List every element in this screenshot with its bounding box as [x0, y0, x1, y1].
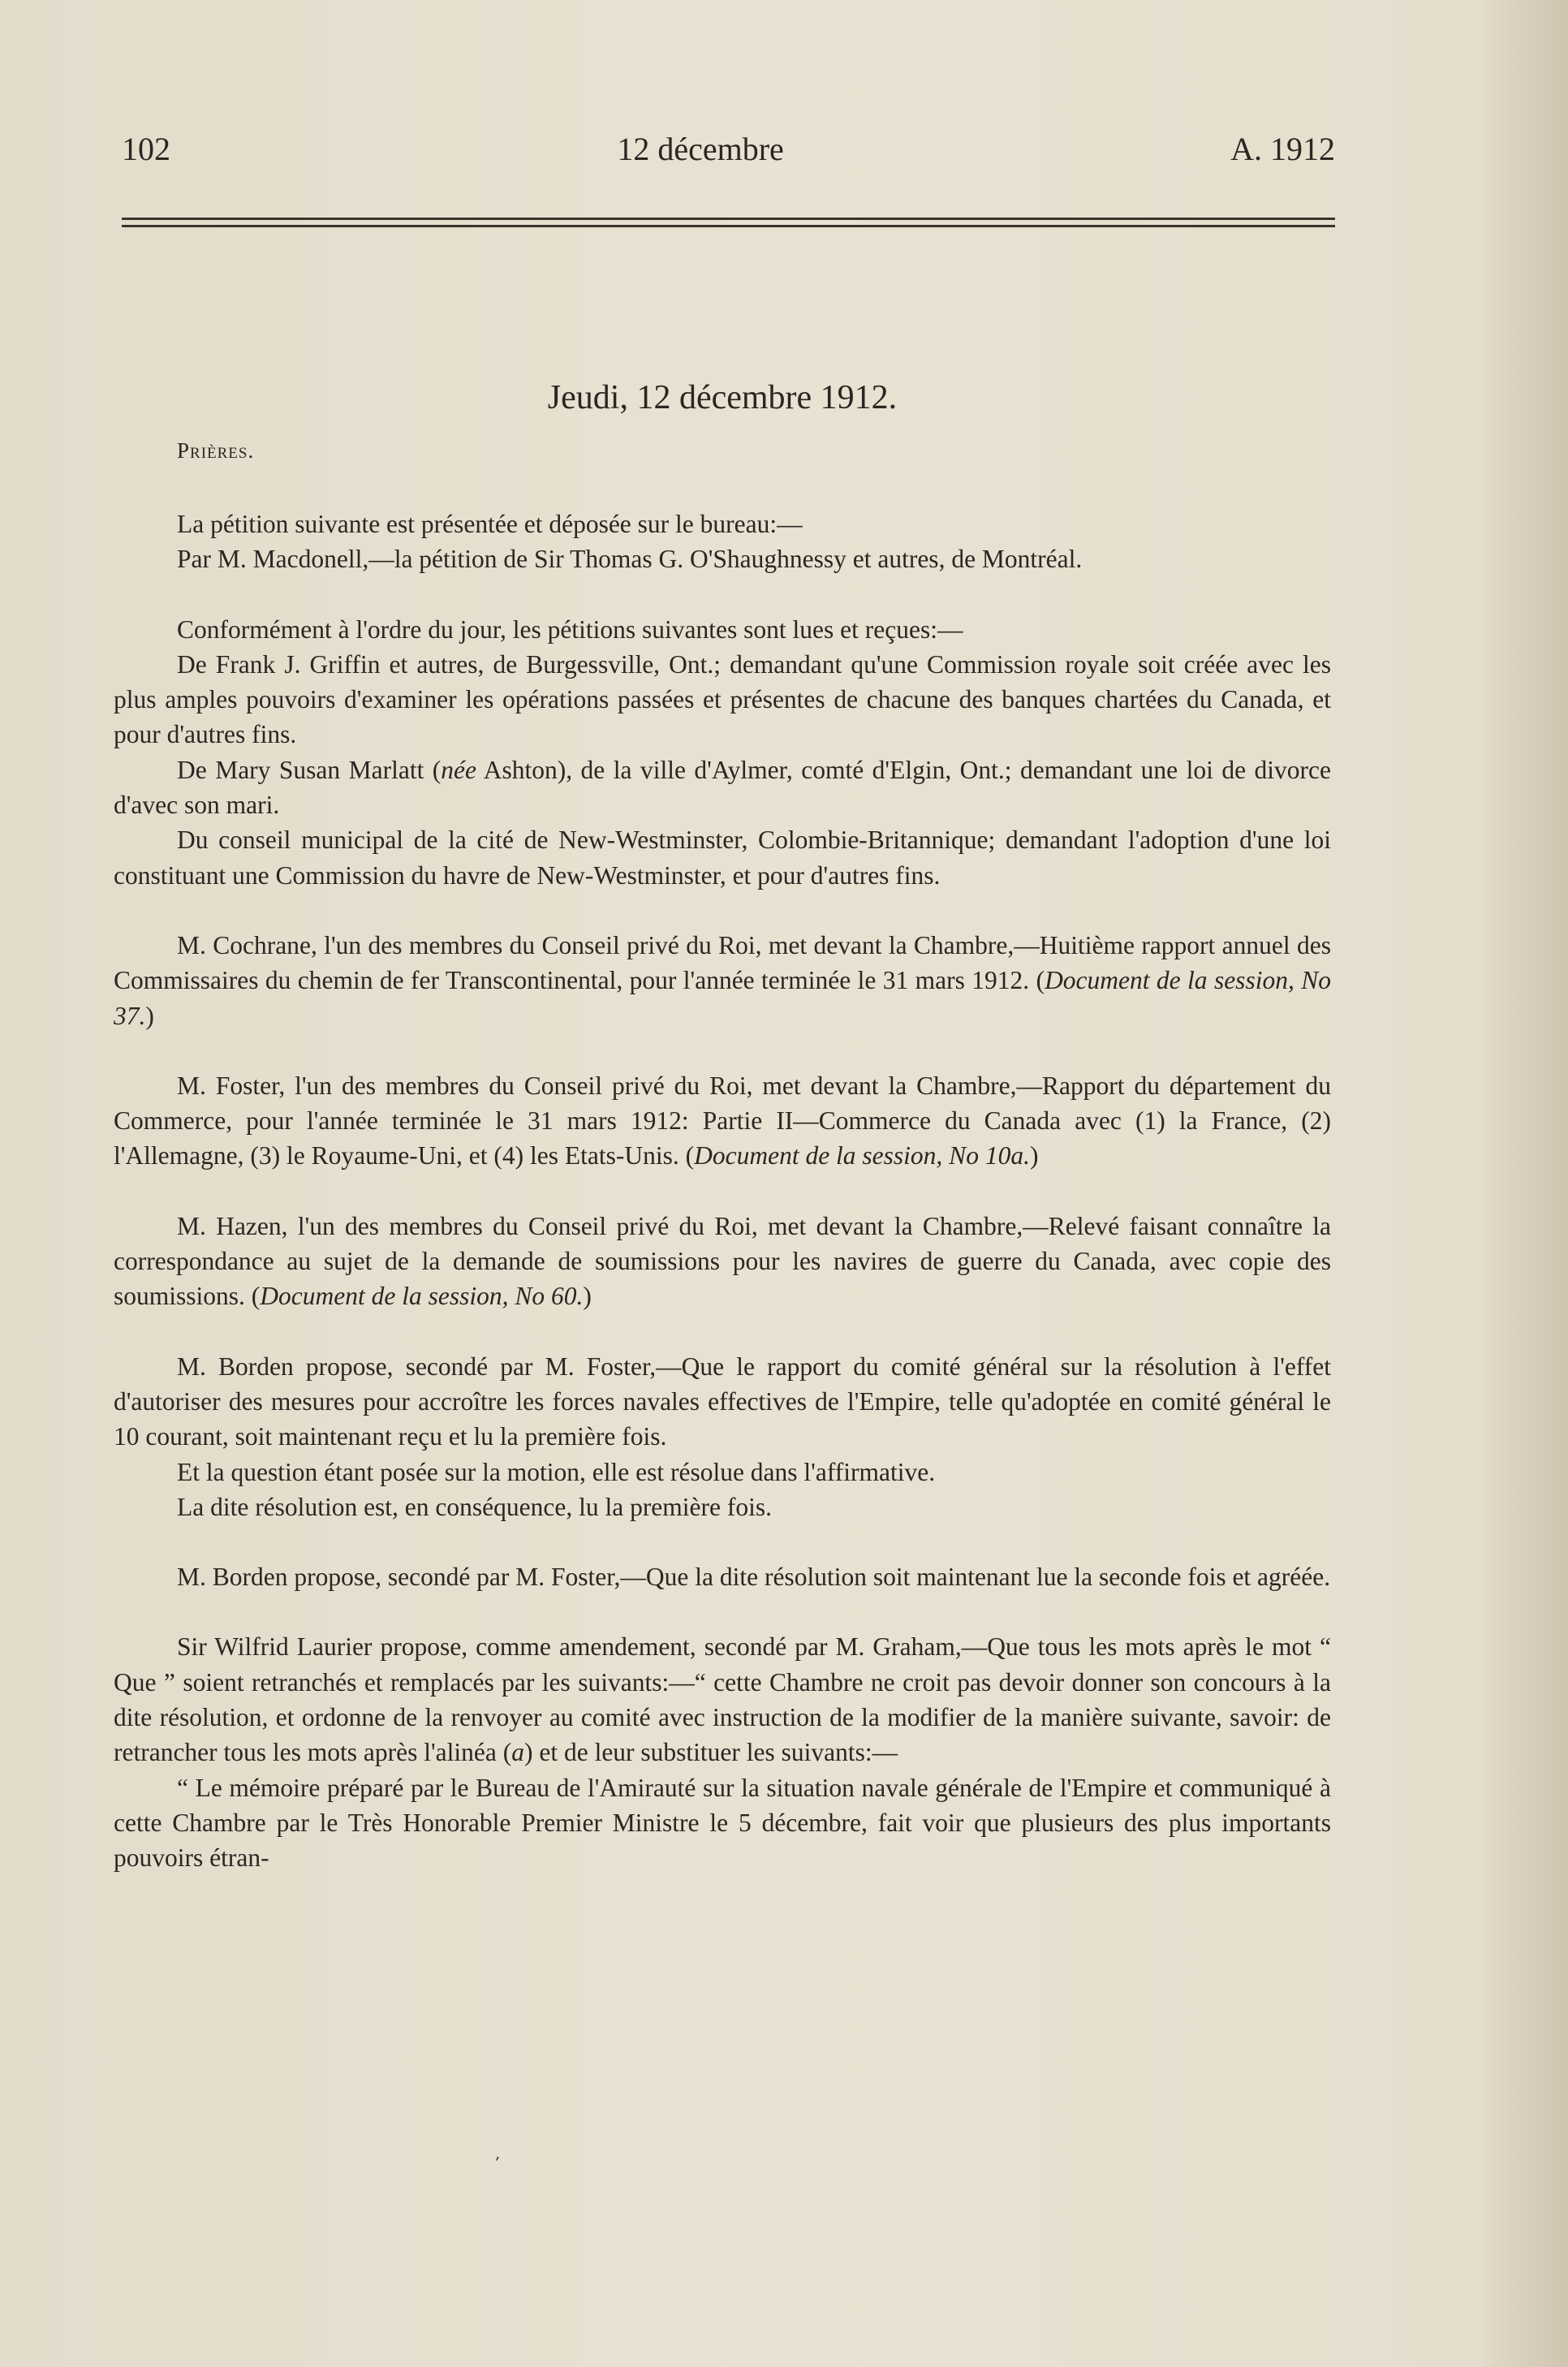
paragraph-cochrane: M. Cochrane, l'un des membres du Conseil privé du Roi, met devant la Chambre,—Huitième rapport annuel des Commissaires du chemin de fer Transcontinental, pour l'année terminée le 31 mars 1912. (Document de la session, No 37.)	[114, 930, 1331, 1030]
paragraph-question-resolved: Et la question étant posée sur la motion, elle est résolue dans l'affirmative.	[177, 1457, 936, 1486]
paragraph-borden-motion: M. Borden propose, secondé par M. Foster,—Que le rapport du comité général sur la résolution à l'effet d'autoriser des mesures pour accroître les forces navales effectives de l'Empire, telle qu'adoptée en comité général le 10 courant, soit maintenant reçu et lu la première fois.	[114, 1352, 1331, 1451]
page-number: 102	[122, 131, 170, 167]
stray-mark: ,	[495, 2143, 501, 2162]
running-header	[122, 130, 1335, 168]
paragraph-griffin: De Frank J. Griffin et autres, de Burgessville, Ont.; demandant qu'une Commission royale soit créée avec les plus amples pouvoirs d'examiner les opérations passées et présentes de chacune des banques chartées du Canada, et pour d'autres fins.	[114, 649, 1331, 749]
day-title: Jeudi, 12 décembre 1912.	[547, 379, 898, 416]
paragraph-macdonell: Par M. Macdonell,—la pétition de Sir Thomas G. O'Shaughnessy et autres, de Montréal.	[177, 545, 1083, 574]
paragraph-admiralty-memo: “ Le mémoire préparé par le Bureau de l'Amirauté sur la situation navale générale de l'Empire et communiqué à cette Chambre par le Très Honorable Premier Ministre le 5 décembre, fait voir que plusieurs des plus importants pouvoirs étran-	[114, 1773, 1331, 1873]
paragraph-petitions-read: Conformément à l'ordre du jour, les pétitions suivantes sont lues et reçues:—	[177, 614, 963, 644]
paragraph-hazen: M. Hazen, l'un des membres du Conseil privé du Roi, met devant la Chambre,—Relevé faisant connaître la correspondance au sujet de la demande de soumissions pour les navires de guerre du Canada, avec copie des soumissions. (Document de la session, No 60.)	[114, 1211, 1331, 1311]
header-date: 12 décembre	[617, 131, 784, 167]
paragraph-petition-intro: La pétition suivante est présentée et déposée sur le bureau:—	[177, 510, 803, 538]
body-text	[114, 507, 1331, 1876]
paragraph-foster: M. Foster, l'un des membres du Conseil privé du Roi, met devant la Chambre,—Rapport du département du Commerce, pour l'année terminée le 31 mars 1912: Partie II—Commerce du Canada avec (1) la France, (2) l'Allemagne, (3) le Royaume-Uni, et (4) les Etats-Unis. (Document de la session, No 10a.)	[114, 1071, 1331, 1171]
paragraph-new-westminster: Du conseil municipal de la cité de New-Westminster, Colombie-Britannique; demandant l'adoption d'une loi constituant une Commission du havre de New-Westminster, et pour d'autres fins.	[114, 826, 1331, 890]
header-rule	[122, 218, 1335, 227]
paragraph-borden-second: M. Borden propose, secondé par M. Foster,—Que la dite résolution soit maintenant lue la seconde fois et agréée.	[177, 1563, 1331, 1592]
paragraph-marlatt: De Mary Susan Marlatt (née Ashton), de la ville d'Aylmer, comté d'Elgin, Ont.; demandant une loi de divorce d'avec son mari.	[114, 755, 1331, 820]
prieres-heading: Prières.	[177, 438, 255, 463]
paragraph-laurier-amendment: Sir Wilfrid Laurier propose, comme amendement, secondé par M. Graham,—Que tous les mots après le mot “ Que ” soient retranchés et remplacés par les suivants:—“ cette Chambre ne croit pas devoir donner son concours à la dite résolution, et ordonne de la renvoyer au comité avec instruction de la modifier de la manière suivante, savoir: de retrancher tous les mots après l'alinéa (a) et de leur substituer les suivants:—	[114, 1632, 1331, 1767]
header-year: A. 1912	[1230, 131, 1335, 167]
paragraph-first-reading: La dite résolution est, en conséquence, lu la première fois.	[177, 1492, 772, 1521]
